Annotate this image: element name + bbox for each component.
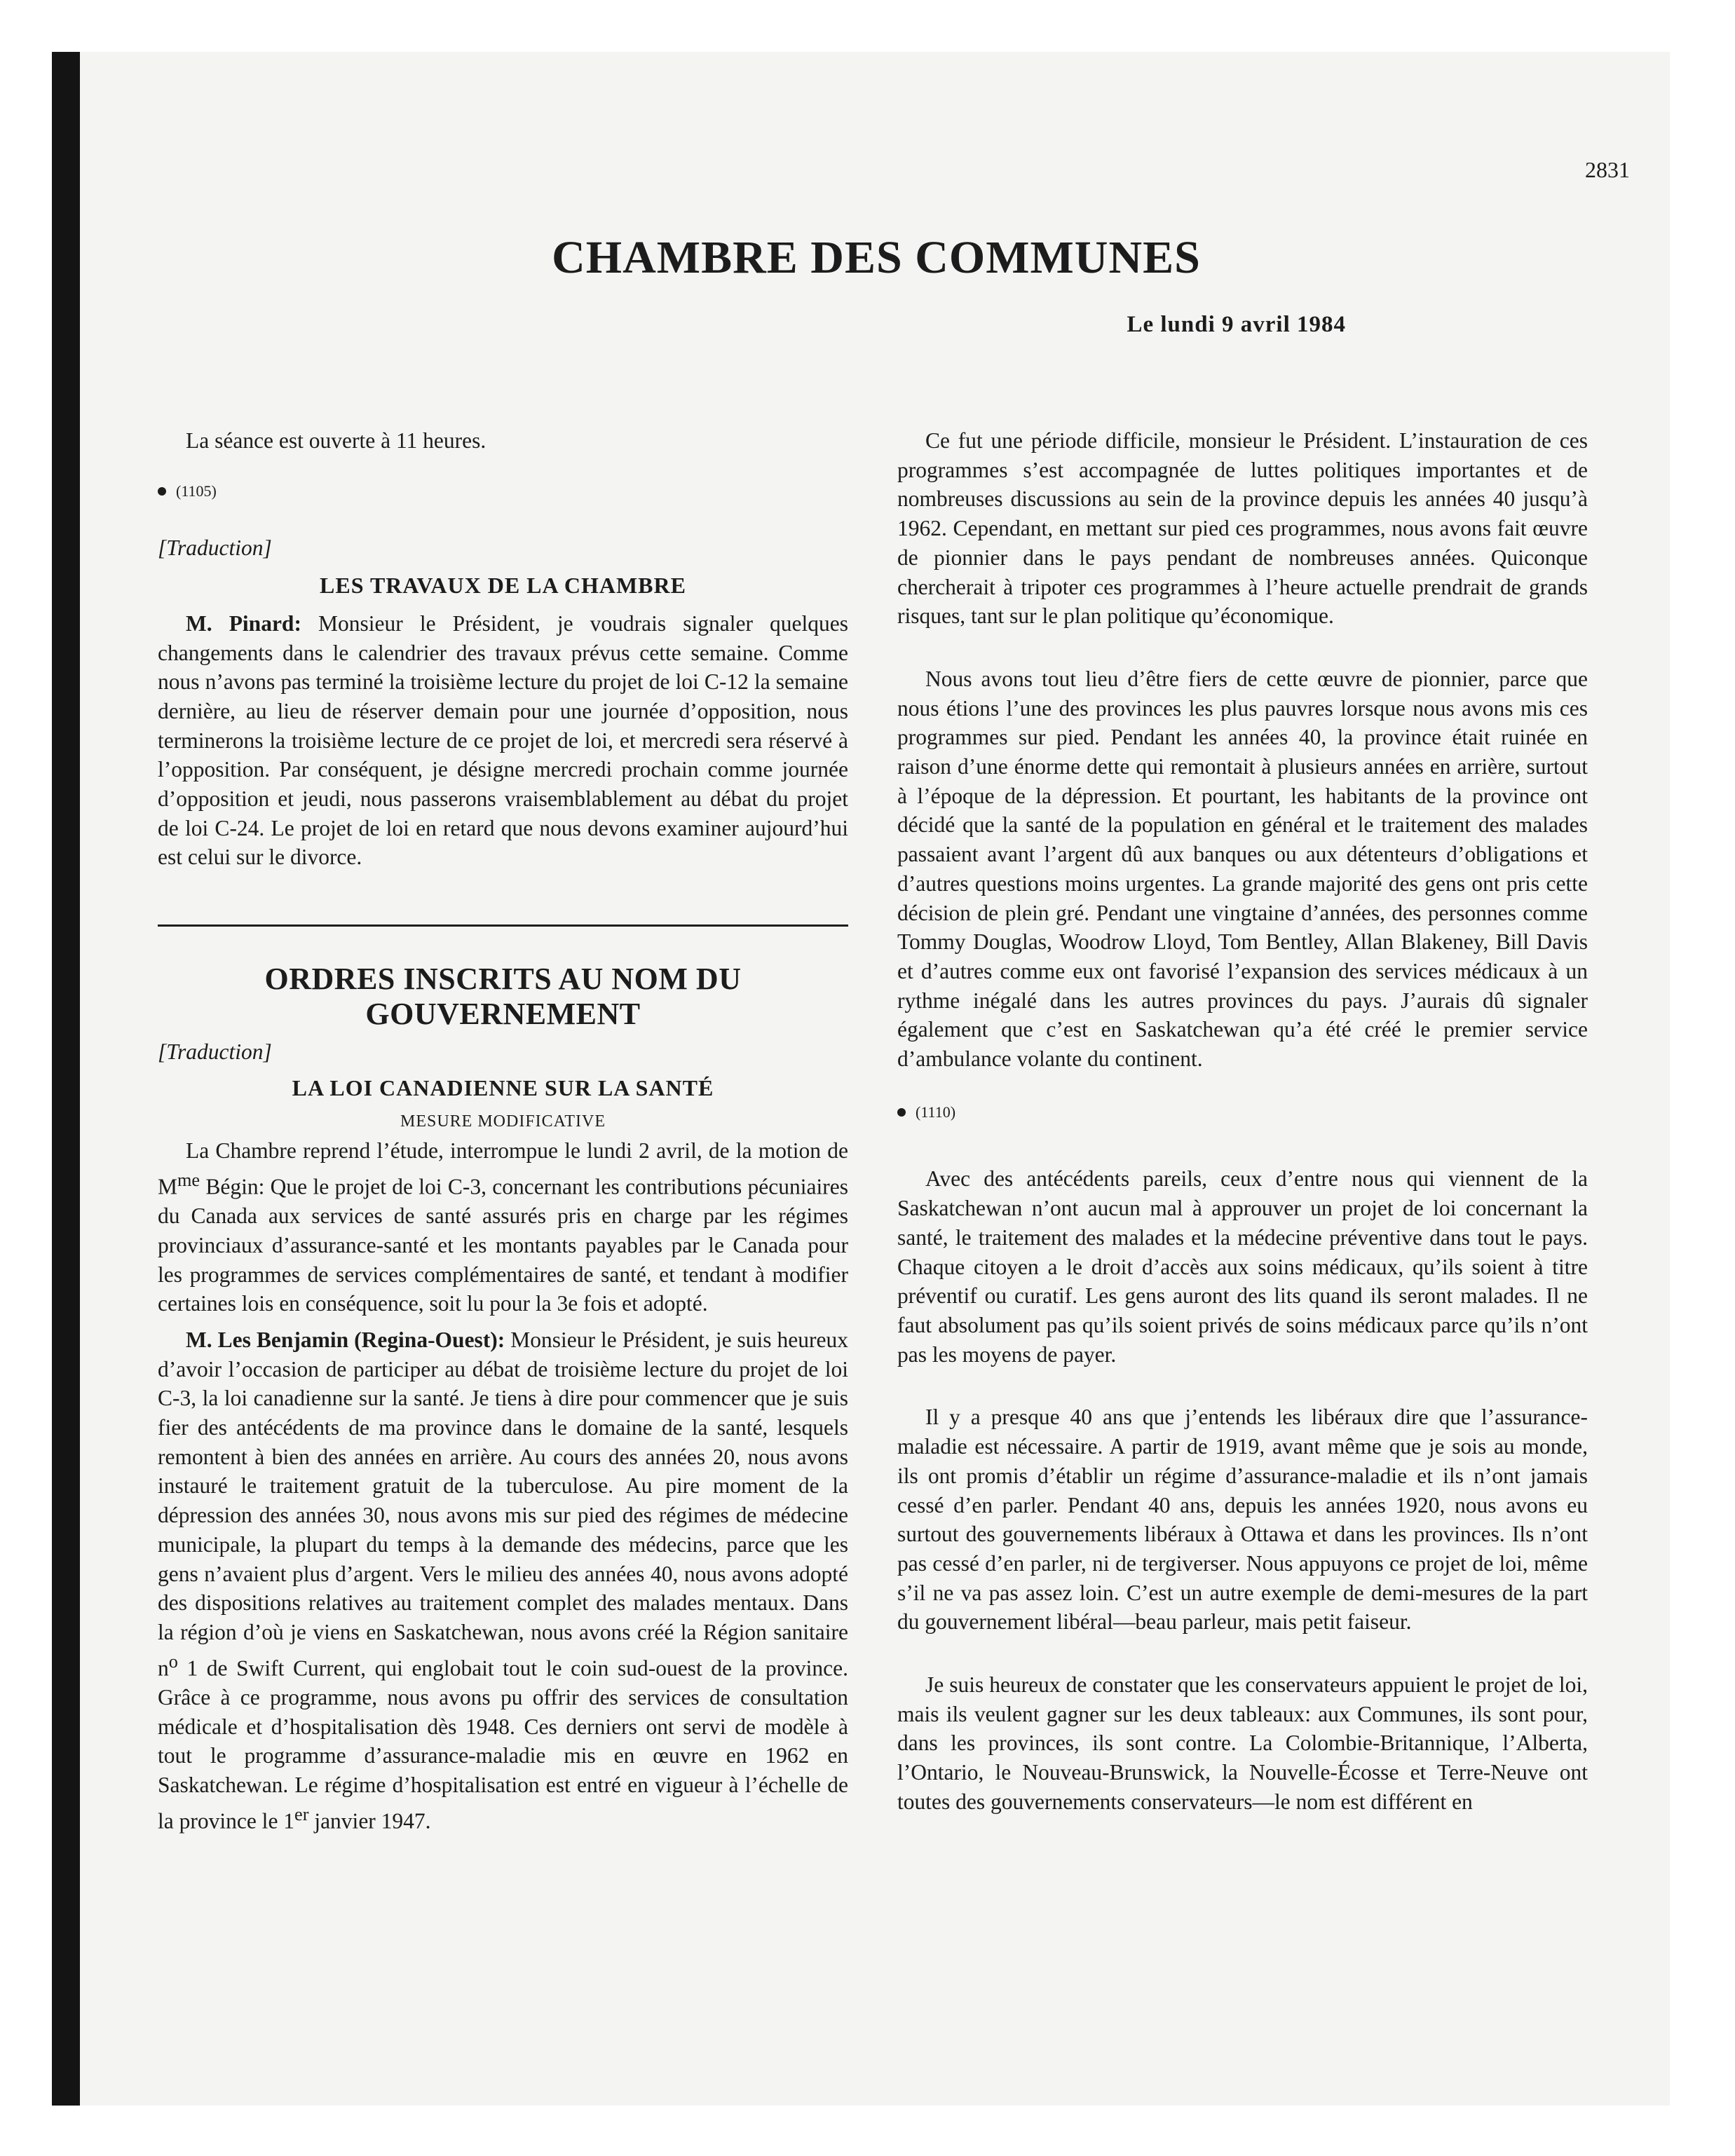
translation-note: [Traduction]: [158, 535, 272, 561]
sitting-date: Le lundi 9 avril 1984: [1127, 312, 1346, 337]
time-marker-text: (1110): [916, 1103, 956, 1121]
speech-text: Monsieur le Président, je voudrais signaler quelques changements dans le calendrier des travaux prévus cette semaine. Comme nous n’avons pas terminé la troisième lecture du projet de loi C-12 la semaine dernière, au lieu de réserver demain pour une journée d’opposition, nous terminerons la troisième lecture de ce projet de loi, et mercredi sera réservé à l’opposition. Par conséquent, je désigne mercredi prochain comme journée d’opposition et jeudi, nous passerons vraisemblablement au débat du projet de loi C-24. Le projet de loi en retard que nous devons examiner aujourd’hui est celui sur le divorce.: [158, 610, 849, 870]
reprise-text-a: La Chambre reprend l’étude, interrompue le lundi 2 avril, de la motion de M: [158, 1138, 848, 1199]
reprise-text-b: Bégin: Que le projet de loi C-3, concernant les contributions pécuniaires du Canada aux services de santé assurés pris en charge par les régimes provinciaux d’assurance-santé et les montants payables par le Canada pour les programmes de services complémentaires de santé, et tendant à modifier certaines lois en conséquence, soit lu pour la 3e fois et adopté.: [158, 1174, 848, 1316]
paragraph-reprise: [158, 1136, 848, 1318]
scan-edge-bar: [52, 52, 80, 2106]
paragraph-2: Nous avons tout lieu d’être fiers de cette œuvre de pionnier, parce que nous étions l’une des provinces les plus pauvres lorsque nous avons mis ces programmes sur pied. Pendant les années 40, la province était ruinée en raison d’une énorme dette qui remontait à plusieurs années en arrière, surtout à l’époque de la dépression. Et pourtant, les habitants de la province ont décidé que la santé de la population en général et le traitement des malades passaient avant l’argent dû aux banques ou aux détenteurs d’obligations et d’autres questions moins urgentes. La grande majorité des gens ont pris cette décision de plein gré. Pendant une vingtaine d’années, des personnes comme Tommy Douglas, Woodrow Lloyd, Tom Bentley, Allan Blakeney, Bill Davis et d’autres comme eux ont favorisé l’expansion des services médicaux à un rythme inégalé dans les autres provinces du pays. J’aurais dû signaler également que c’est en Saskatchewan qu’a été créé le premier service d’ambulance volante du continent.: [897, 666, 1588, 1072]
section-heading-loi: LA LOI CANADIENNE SUR LA SANTÉ: [292, 1074, 714, 1100]
superscript: o: [168, 1651, 178, 1672]
bullet-icon: [897, 1108, 906, 1117]
time-marker-1105: [158, 477, 848, 506]
time-marker-text: (1105): [176, 482, 217, 500]
speech-text-c: janvier 1947.: [308, 1808, 431, 1834]
left-column: [158, 426, 848, 1836]
paragraph-benjamin: [158, 1325, 848, 1836]
paragraph-4: Il y a presque 40 ans que j’entends les libéraux dire que l’assurance-maladie est nécessaire. A partir de 1919, avant même que je sois au monde, ils ont promis d’établir un régime d’assurance-maladie et ils n’ont jamais cessé d’en parler. Pendant 40 ans, depuis les années 1920, nous avons eu surtout des gouvernements libéraux à Ottawa et dans les provinces. Ils n’ont pas cessé d’en parler, ni de tergiverser. Nous appuyons ce projet de loi, même s’il ne va pas assez loin. C’est un autre exemple de demi-mesures de la part du gouvernement libéral—beau parleur, mais petit faiseur.: [897, 1405, 1588, 1635]
speaker-name: M. Pinard:: [186, 610, 301, 636]
speech-text-b: 1 de Swift Current, qui englobait tout le coin sud-ouest de la province. Grâce à ce programme, nous avons pu offrir des services de consultation médicale et d’hospitalisation dès 1948. Ces derniers ont servi de modèle à tout le programme d’assurance-maladie mis en œuvre en 1962 en Saskatchewan. Le régime d’hospitalisation est entré en vigueur à l’échelle de la province le 1: [158, 1656, 848, 1834]
paragraph-3: Avec des antécédents pareils, ceux d’entre nous qui viennent de la Saskatchewan n’ont aucun mal à approuver un projet de loi concernant la santé, le traitement des malades et la médecine préventive dans tout le pays. Chaque citoyen a le droit d’accès aux soins médicaux, qu’ils soient à titre préventif ou curatif. Les gens auront des lits quand ils seront malades. Il ne faut absolument pas qu’ils soient privés de soins médicaux parce qu’ils n’ont pas les moyens de payer.: [897, 1166, 1588, 1367]
paragraph-pinard: [158, 609, 848, 872]
translation-note: [Traduction]: [158, 1039, 272, 1065]
right-column: [897, 426, 1588, 1817]
time-marker-1110: [897, 1098, 1588, 1127]
paragraph-1: Ce fut une période difficile, monsieur le Président. L’instauration de ces programmes s’est accompagnée de luttes politiques importantes et de nombreuses discussions au sein de la province depuis les années 40 jusqu’à 1962. Cependant, en mettant sur pied ces programmes, nous avons fait œuvre de pionnier dans le pays pendant de nombreuses années. Quiconque chercherait à tripoter ces programmes à l’heure actuelle prendrait de grands risques, tant sur le plan politique qu’économique.: [897, 428, 1588, 629]
section-heading-ordres: ORDRES INSCRITS AU NOM DU GOUVERNEMENT: [264, 962, 742, 1032]
seance-opening: La séance est ouverte à 11 heures.: [186, 428, 487, 453]
superscript: me: [177, 1169, 200, 1190]
page-title: CHAMBRE DES COMMUNES: [552, 232, 1201, 283]
speaker-name: M. Les Benjamin (Regina-Ouest):: [186, 1327, 505, 1352]
superscript: er: [294, 1803, 309, 1824]
section-heading-travaux: LES TRAVAUX DE LA CHAMBRE: [320, 573, 686, 599]
speech-text-a: Monsieur le Président, je suis heureux d’avoir l’occasion de participer au débat de troisième lecture du projet de loi C-3, la loi canadienne sur la santé. Je tiens à dire pour commencer que je suis fier des antécédents de ma province dans le domaine de la santé, lesquels remontent à bien des années en arrière. Au cours des années 20, nous avons instauré le traitement gratuit de la tuberculose. Au pire moment de la dépression des années 30, nous avons mis sur pied des régimes de médecine municipale, la plupart du temps à la demande des médecins, parce que les gens n’avaient plus d’argent. Vers le milieu des années 40, nous avons adopté des dispositions relatives au traitement complet des malades mentaux. Dans la région d’où je viens en Saskatchewan, nous avons créé la Région sanitaire n: [158, 1327, 848, 1681]
bullet-icon: [158, 487, 166, 496]
paragraph-5: Je suis heureux de constater que les conservateurs appuient le projet de loi, mais ils veulent gagner sur les deux tableaux: aux Communes, ils sont pour, dans les provinces, ils sont contre. La Colombie-Britannique, l’Alberta, l’Ontario, le Nouveau-Brunswick, la Nouvelle-Écosse et Terre-Neuve ont toutes des gouvernements conservateurs—le nom est différent en: [897, 1672, 1588, 1814]
sub-heading-mesure: MESURE MODIFICATIVE: [400, 1112, 606, 1131]
page-number: 2831: [1585, 157, 1630, 182]
section-divider: [158, 925, 848, 927]
